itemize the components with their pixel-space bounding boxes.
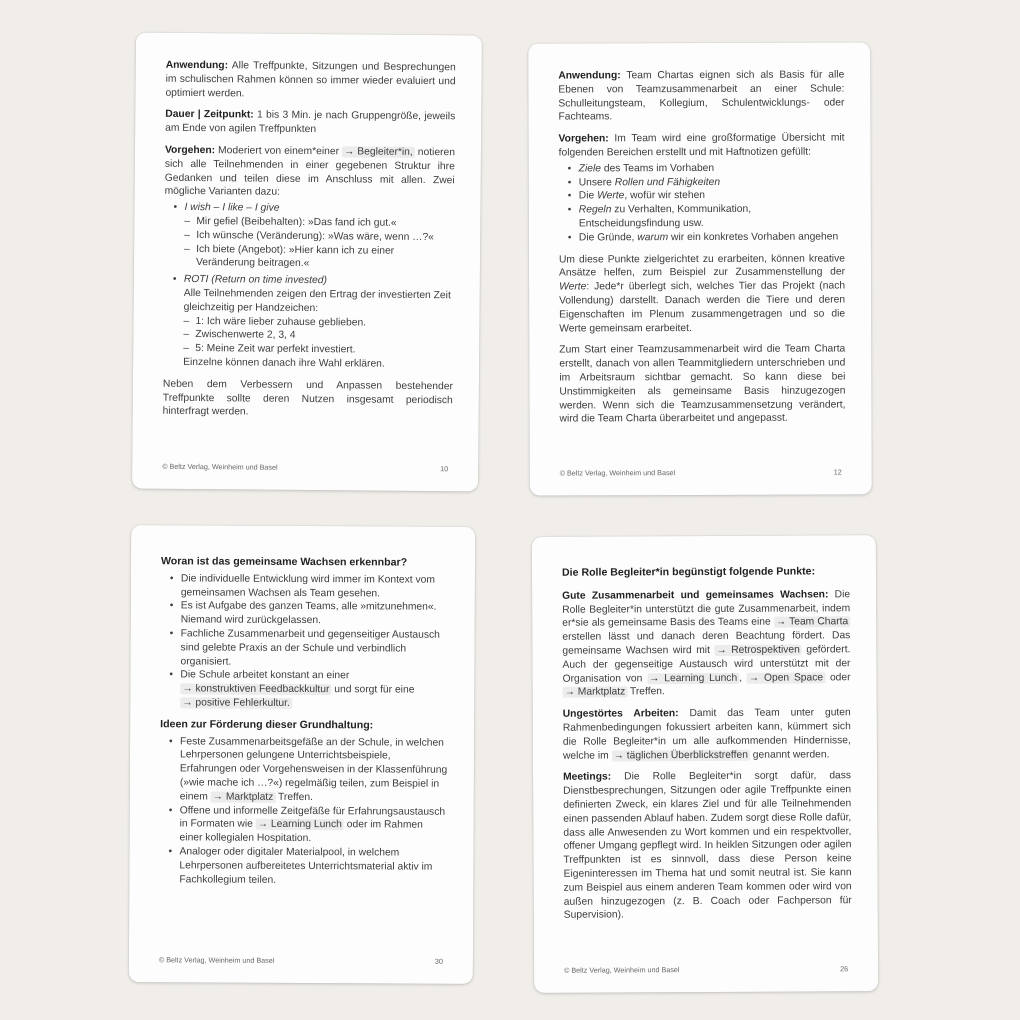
card-heading: Die Rolle Begleiter*in begünstigt folgende Punkte: [561,565,816,579]
list-item: • Regeln zu Verhalten, Kommunikation, Entscheidungsfindung usw. [579,203,845,232]
variant2-line: – Zwischenwerte 2, 3, 4 [183,328,453,344]
page-number: 12 [833,467,842,477]
vorgehen-text: Im Team wird eine großformatige Übersicht mit folgenden Bereichen erstellt und mit Haftnotizen gefüllt: [558,132,845,159]
vorgehen-label: Vorgehen: [558,133,609,145]
card-content [159,555,449,896]
anwendung-text: Alle Treffpunkte, Sitzungen und Besprechungen im schulischen Rahmen können so immer wieder evaluiert und optimiert werden. [165,60,456,100]
vorgehen-label: Vorgehen: [164,144,216,157]
list-item: • Es ist Aufgabe des ganzen Teams, alle »mitzunehmen«. Niemand wird zurückgelassen. [181,600,449,629]
anwendung-paragraph [558,68,844,124]
learning-lunch-link: → Learning Lunch [649,672,738,684]
marktplatz-link: → Marktplatz [212,791,274,803]
list-item: • Die Schule arbeitet konstant an einer → konstruktiven Feedbackkultur und sorgt für eine → positive Fehlerkultur. [180,669,448,712]
begleiter-link: → Begleiter*in, [343,146,413,158]
creative-paragraph: Um diese Punkte zielgerichtet zu erarbeiten, können kreative Ansätze helfen, zum Beispiel zur Zusammenstellung der Werte: Jede*r überlegt sich, welches Tier das Projekt (nach Vollendung) darstellt. Danach werden die Tiere und deren Eigenschaften im Plenum zusammengetragen und so die Werte gemeinsam erarbeitet. [558,253,846,335]
fehlerkultur-link: → positive Fehlerkultur. [182,697,290,709]
card-content [562,565,852,931]
list-item: • Die Werte, wofür wir stehen [579,189,845,204]
list-item: • Unsere Rollen und Fähigkeiten [579,175,845,190]
card-footer [159,955,443,965]
variant2-intro: Alle Teilnehmenden zeigen den Ertrag der investierten Zeit gleichzeitig per Handzeichen: [183,287,451,314]
list-item: • Feste Zusammenarbeitsgefäße an der Schule, in welchen Lehrpersonen gelungene Unterrichtsbeispiele, Erfahrungen oder Vorgehensweisen in der Klassenführung (»wie mache ich …?«) regelmäßig teilen, zum Beispiel in einem → Marktplatz Treffen. [180,735,448,805]
team-charta-link: → Team Charta [775,616,849,629]
start-paragraph: Zum Start einer Teamzusammenarbeit wird die Team Charta erstellt, danach von allen Teammitgliedern unterschrieben und im Arbeitsraum sichtbar gemacht. So kann diese bei Unstimmigkeiten als gemeinsame Basis hinzugezogen werden. Wenn sich die Teamzusammensetzung verändert, wird die Team Charta überarbeitet und angepasst. [559,343,846,425]
variant-item [184,201,455,272]
emphasis: Ziele [578,163,601,175]
list-item: • Fachliche Zusammenarbeit und gegenseitiger Austausch sind gelebte Praxis an der Schule und verbindlich organisiert. [180,627,448,670]
learning-lunch-link: → Learning Lunch [257,819,342,831]
card-footer [162,462,448,473]
emphasis: Regeln [578,204,612,216]
list-item: • Analoger oder digitaler Materialpool, in welchem Lehrpersonen aufbereitetes Unterrichtsmaterial aktiv im Fachkollegium teilen. [179,845,447,888]
section-label: Meetings: [563,771,612,784]
variant2-line: – 1: Ich wäre lieber zuhause geblieben. [183,314,453,330]
vorgehen-paragraph [165,144,455,202]
page-number: 30 [434,956,443,966]
marktplatz-link: → Marktplatz [564,686,626,699]
anwendung-text: Team Chartas eignen sich als Basis für alle Ebenen von Teamzusammenarbeit an einer Schule: Schulleitungsteam, Kollegium, Schulentwicklungs- oder Fachteams. [558,69,845,123]
meetings-paragraph: Meetings: Die Rolle Begleiter*in sorgt dafür, dass Dienstbesprechungen, Sitzungen oder agile Treffpunkte einen definierten Zweck, ein klares Ziel und für alle Teilnehmenden einen passenden Ablauf haben. Zudem sorgt diese Rolle dafür, dass alle Anwesenden zu Wort kommen und ein respektvoller, offener Umgang gepflegt wird. In heiklen Sitzungen oder agilen Treffpunkten ist es sinnvoll, dass diese Person keine Eigeninteressen im Thema hat und somit neutral ist. Sie kann zum Beispiel aus einem anderen Team kommen oder wird von außen hinzugezogen (z. B. Coach oder Fachperson für Supervision). [563,770,852,922]
variant1-line: – Ich wünsche (Veränderung): »Was wäre, wenn …?« [184,229,454,245]
copyright-text: © Beltz Verlag, Weinheim und Basel [564,965,680,975]
variant2-title: • ROTI (Return on time invested) [183,274,327,287]
ueberblickstreffen-link: → täglichen Überblickstreffen [613,749,748,762]
card-content [163,59,456,430]
emphasis: Werte [597,190,625,202]
card-page-10 [132,32,482,491]
anwendung-paragraph [165,59,455,103]
arbeiten-paragraph: Ungestörtes Arbeiten: Damit das Team unter guten Rahmenbedingungen fokussiert arbeiten kann, kümmert sich die Rolle Begleiter*in um alle aufkommenden Hindernisse, welche im → täglichen Überblickstreffen genannt werden. [562,707,851,762]
page-number: 26 [840,964,849,974]
copyright-text: © Beltz Verlag, Weinheim und Basel [559,468,676,478]
card-footer [564,964,848,974]
card-content [558,68,845,434]
variant2-outro: Einzelne können danach ihre Wahl erklären. [183,356,385,370]
copyright-text: © Beltz Verlag, Weinheim und Basel [162,461,278,472]
variant1-line: – Mir gefiel (Beibehalten): »Das fand ich gut.« [184,215,454,231]
variant-list [163,201,454,372]
retrospektiven-link: → Retrospektiven [716,644,800,656]
section-label: Gute Zusammenarbeit und gemeinsames Wachsen: [562,589,829,602]
variant-item [183,273,454,372]
zusammenarbeit-paragraph: Gute Zusammenarbeit und gemeinsames Wachsen: Die Rolle Begleiter*in unterstützt die gute Zusammenarbeit, indem er*sie als gemeinsame Basis des Teams eine → Team Charta erstellen lässt und danach deren Beachtung fördert. Das gemeinsame Wachsen wird mit → Retrospektiven gefördert. Auch der gegenseitige Austausch wird unterstützt mit der Organisation von → Learning Lunch , → Open Space oder → Marktplatz Treffen. [562,589,851,699]
vorgehen-paragraph [559,132,845,161]
list-item: • Die individuelle Entwicklung wird immer im Kontext vom gemeinsamen Wachsen als Team gesehen. [181,572,449,601]
list-item: • Ziele des Teams im Vorhaben [579,161,845,176]
card-footer [560,468,842,478]
emphasis: Rollen und Fähigkeiten [614,176,721,188]
variant1-title: • I wish – I like – I give [184,202,280,214]
card-page-30 [129,525,475,984]
emphasis: Werte [559,281,587,293]
list-item: • Die Gründe, warum wir ein konkretes Vorhaben angehen [579,230,845,245]
feedbackkultur-link: → konstruktiven Feedbackkultur [182,683,330,696]
section-heading: Woran ist das gemeinsame Wachsen erkennbar? [160,555,408,569]
dauer-text: 1 bis 3 Min. je nach Gruppengröße, jeweils am Ende von agilen Treffpunkten [165,109,456,136]
vorgehen-text: Moderiert von einem*einer [215,145,343,158]
list-item: • Offene und informelle Zeitgefäße für Erfahrungsaustausch in Formaten wie → Learning Lunch oder im Rahmen einer kollegialen Hospitation. [180,804,448,847]
copyright-text: © Beltz Verlag, Weinheim und Basel [158,955,275,965]
open-space-link: → Open Space [748,671,824,684]
section-label: Ungestörtes Arbeiten: [562,708,679,720]
variant1-line: – Ich biete (Angebot): »Hier kann ich zu einer Veränderung beitragen.« [184,242,454,272]
emphasis: warum [637,231,669,243]
vorgehen-text-cont: notieren sich alle Teilnehmenden in einer gegebenen Struktur ihre Gedanken und teilen diese im Anschluss mit allen. Zwei mögliche Varianten dazu: [164,146,456,199]
closing-paragraph: Neben dem Verbessern und Anpassen bestehender Treffpunkte sollte deren Nutzen insgesamt periodisch hinterfragt werden. [162,378,453,418]
dauer-label: Dauer | Zeitpunkt: [165,109,254,121]
anwendung-label: Anwendung: [165,59,229,72]
page-number: 10 [440,464,449,474]
anwendung-label: Anwendung: [558,70,621,82]
ideas-list [159,735,448,888]
card-page-26 [532,535,878,993]
charta-areas-list [559,161,845,245]
card-page-12 [528,42,872,495]
dauer-paragraph [165,108,455,138]
variant2-line: – 5: Meine Zeit war perfekt investiert. [183,342,453,358]
section-heading: Ideen zur Förderung dieser Grundhaltung: [160,718,374,732]
growth-signs-list [160,572,449,711]
